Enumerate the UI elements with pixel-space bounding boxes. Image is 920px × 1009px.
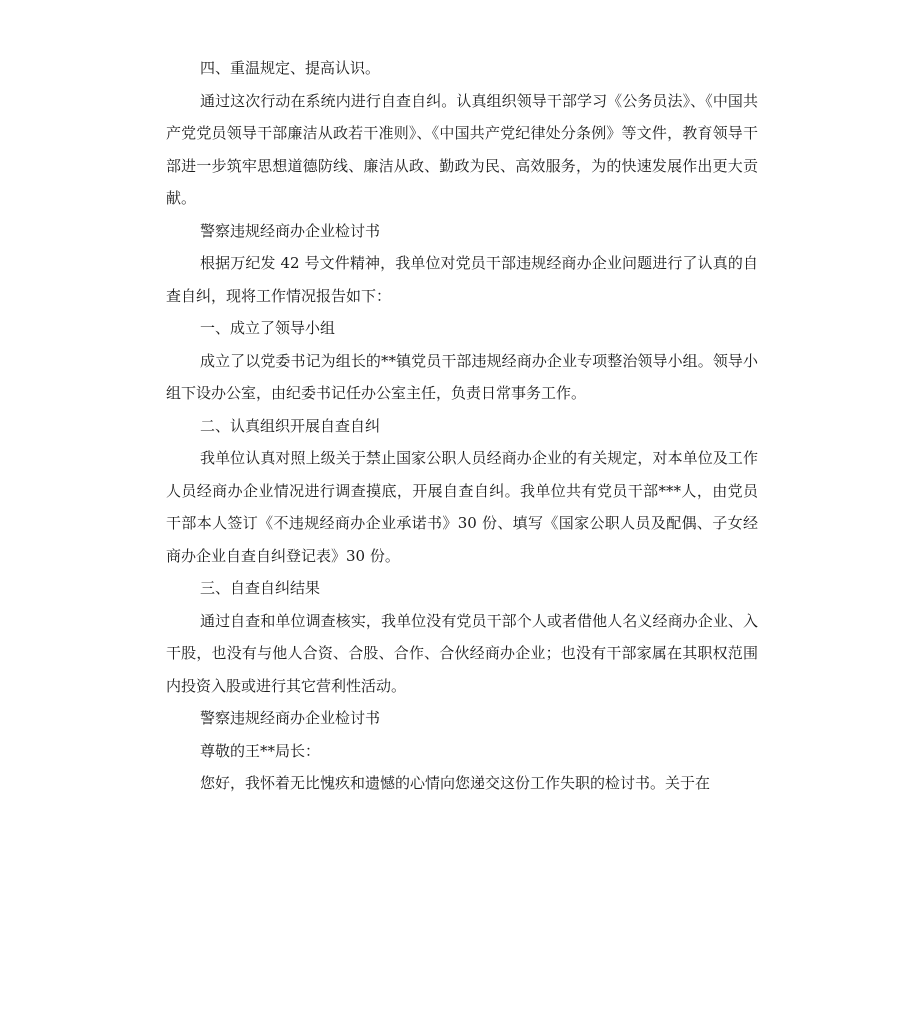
paragraph-2: 我单位认真对照上级关于禁止国家公职人员经商办企业的有关规定，对本单位及工作人员经商办企业情况进行调查摸底，开展自查自纠。我单位共有党员干部***人，由党员干部本人签订《不违规经商办企业承诺书》30 份、填写《国家公职人员及配偶、子女经商办企业自查自纠登记表》30 份。 [166,449,758,565]
section-heading-2: 二、认真组织开展自查自纠 [200,416,381,435]
section-heading-review: 四、重温规定、提高认识。 [200,59,381,77]
document-body [166,52,758,800]
paragraph-letter: 您好，我怀着无比愧疚和遗憾的心情向您递交这份工作失职的检讨书。关于在 [200,774,711,792]
section-heading-1: 一、成立了领导小组 [200,319,336,337]
paragraph-review: 通过这次行动在系统内进行自查自纠。认真组织领导干部学习《公务员法》、《中国共产党党员领导干部廉洁从政若干准则》、《中国共产党纪律处分条例》等文件，教育领导干部进一步筑牢思想道德防线、廉洁从政、勤政为民、高效服务，为的快速发展作出更大贡献。 [166,91,758,207]
section-heading-3: 三、自查自纠结果 [200,579,321,597]
document-title-2: 警察违规经商办企业检讨书 [200,709,381,727]
salutation: 尊敬的王**局长： [200,741,321,760]
paragraph-basis: 根据万纪发 42 号文件精神，我单位对党员干部违规经商办企业问题进行了认真的自查自纠，现将工作情况报告如下： [166,254,758,305]
paragraph-3: 通过自查和单位调查核实，我单位没有党员干部个人或者借他人名义经商办企业、入干股，也没有与他人合资、合股、合作、合伙经商办企业；也没有干部家属在其职权范围内投资入股或进行其它营利性活动。 [166,611,758,695]
paragraph-1: 成立了以党委书记为组长的**镇党员干部违规经商办企业专项整治领导小组。领导小组下设办公室，由纪委书记任办公室主任，负责日常事务工作。 [166,351,758,402]
document-title-1: 警察违规经商办企业检讨书 [200,221,381,240]
